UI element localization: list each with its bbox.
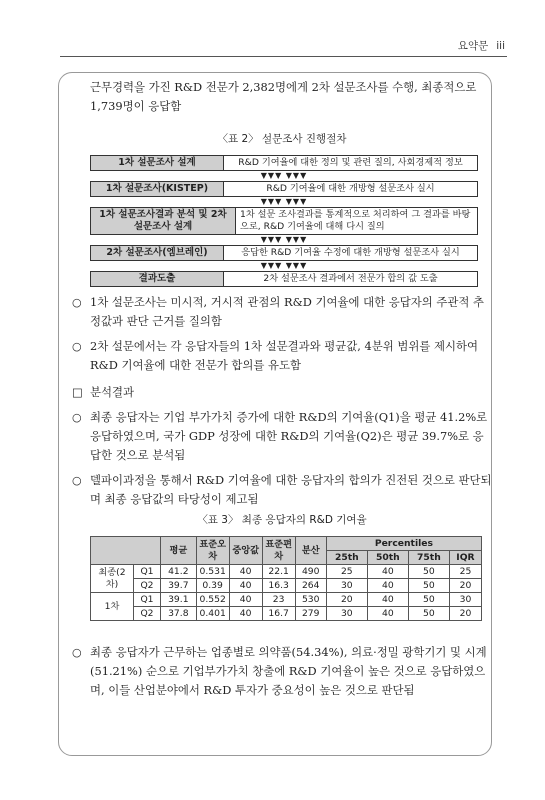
header-rule bbox=[60, 56, 507, 57]
intro-paragraph: 근무경력을 가진 R&D 전문가 2,382명에게 2차 설문조사를 수행, 최종적으로 1,739명이 응답함 bbox=[90, 80, 477, 113]
col-se: 표준오차 bbox=[196, 537, 229, 565]
col-p25: 25th bbox=[326, 551, 367, 565]
section-symbol: □ bbox=[72, 385, 83, 399]
cell: 40 bbox=[229, 593, 262, 607]
running-header bbox=[458, 38, 505, 53]
cell: 40 bbox=[367, 593, 408, 607]
cell: 40 bbox=[229, 607, 262, 621]
row-question: Q1 bbox=[134, 593, 161, 607]
process-value: R&D 기여율에 대한 개방형 설문조사 실시 bbox=[266, 183, 435, 194]
cell: 39.7 bbox=[161, 579, 197, 593]
bullet-item bbox=[72, 471, 492, 509]
section-title: 분석결과 bbox=[90, 385, 135, 399]
group-label: 1차 bbox=[91, 593, 134, 621]
process-label: 1차 설문조사(KISTEP) bbox=[91, 182, 224, 196]
process-value: 2차 설문조사 결과에서 전문가 합의 값 도출 bbox=[263, 273, 438, 284]
table3-caption: 〈표 3〉 최종 응답자의 R&D 기여율 bbox=[197, 514, 367, 526]
cell: 16.3 bbox=[262, 579, 295, 593]
col-var: 분산 bbox=[295, 537, 326, 565]
col-p50: 50th bbox=[367, 551, 408, 565]
cell: 20 bbox=[449, 579, 481, 593]
process-row bbox=[90, 207, 478, 235]
cell: 490 bbox=[295, 565, 326, 579]
cell: 41.2 bbox=[161, 565, 197, 579]
bullet-item bbox=[72, 643, 492, 700]
cell: 40 bbox=[367, 579, 408, 593]
cell: 30 bbox=[449, 593, 481, 607]
cell: 264 bbox=[295, 579, 326, 593]
process-arrow: ▼▼▼ ▼▼▼ bbox=[260, 197, 308, 206]
header-title: 요약문 bbox=[457, 40, 489, 52]
page-number: iii bbox=[496, 40, 505, 52]
cell: 279 bbox=[295, 607, 326, 621]
bullet-text: 최종 응답자는 기업 부가가치 증가에 대한 R&D의 기여율(Q1)을 평균 41.2%로 응답하였으며, 국가 GDP 성장에 대한 R&D의 기여율(Q2)은 평균 39.7%로 응답한 것으로 분석됨 bbox=[90, 410, 488, 462]
col-p75: 75th bbox=[408, 551, 449, 565]
bullet-symbol: ○ bbox=[72, 474, 82, 487]
table-row bbox=[91, 593, 482, 607]
process-row bbox=[90, 155, 478, 171]
cell: 0.552 bbox=[196, 593, 229, 607]
cell: 37.8 bbox=[161, 607, 197, 621]
table-row bbox=[91, 565, 482, 579]
results-table bbox=[90, 536, 482, 621]
bullet-text: 1차 설문조사는 미시적, 거시적 관점의 R&D 기여율에 대한 응답자의 주관적 추정값과 판단 근거를 질의함 bbox=[90, 295, 485, 328]
row-question: Q2 bbox=[134, 579, 161, 593]
section-heading bbox=[72, 383, 492, 402]
cell: 20 bbox=[326, 593, 367, 607]
cell: 16.7 bbox=[262, 607, 295, 621]
process-row bbox=[90, 181, 478, 197]
cell: 25 bbox=[326, 565, 367, 579]
bullet-item bbox=[72, 337, 492, 375]
col-iqr: IQR bbox=[449, 551, 481, 565]
process-label: 결과도출 bbox=[91, 272, 224, 286]
cell: 25 bbox=[449, 565, 481, 579]
table2-caption: 〈표 2〉 설문조사 진행절차 bbox=[217, 133, 347, 145]
process-table bbox=[90, 155, 478, 287]
bullet-symbol: ○ bbox=[72, 646, 82, 659]
cell: 50 bbox=[408, 565, 449, 579]
cell: 0.401 bbox=[196, 607, 229, 621]
process-row bbox=[90, 245, 478, 261]
cell: 0.531 bbox=[196, 565, 229, 579]
cell: 40 bbox=[367, 565, 408, 579]
col-median: 중앙값 bbox=[229, 537, 262, 565]
process-value: R&D 기여율에 대한 정의 및 관련 질의, 사회경제적 정보 bbox=[238, 157, 463, 168]
col-mean: 평균 bbox=[161, 537, 197, 565]
col-percentiles: Percentiles bbox=[326, 537, 481, 551]
process-value: 1차 설문 조사결과를 통계적으로 처리하여 그 결과를 바탕으로, R&D 기여율에 대해 다시 질의 bbox=[240, 209, 471, 232]
process-arrow: ▼▼▼ ▼▼▼ bbox=[260, 261, 308, 270]
row-question: Q1 bbox=[134, 565, 161, 579]
cell: 50 bbox=[408, 593, 449, 607]
bullet-text: 델파이과정을 통해서 R&D 기여율에 대한 응답자의 합의가 진전된 것으로 판단되며 최종 응답값의 타당성이 제고됨 bbox=[90, 473, 492, 506]
table-row bbox=[91, 607, 482, 621]
bullet-item bbox=[72, 408, 492, 465]
cell: 39.1 bbox=[161, 593, 197, 607]
cell: 22.1 bbox=[262, 565, 295, 579]
table-row bbox=[91, 579, 482, 593]
cell: 30 bbox=[326, 579, 367, 593]
table-corner bbox=[91, 537, 161, 565]
bullet-item bbox=[72, 293, 492, 331]
cell: 40 bbox=[367, 607, 408, 621]
process-label: 1차 설문조사 설계 bbox=[91, 156, 224, 170]
cell: 50 bbox=[408, 607, 449, 621]
cell: 23 bbox=[262, 593, 295, 607]
cell: 30 bbox=[326, 607, 367, 621]
cell: 0.39 bbox=[196, 579, 229, 593]
process-row bbox=[90, 271, 478, 287]
cell: 530 bbox=[295, 593, 326, 607]
process-arrow: ▼▼▼ ▼▼▼ bbox=[260, 235, 308, 244]
cell: 40 bbox=[229, 565, 262, 579]
summary-content bbox=[72, 78, 492, 700]
bullet-text: 최종 응답자가 근무하는 업종별로 의약품(54.34%), 의료·정밀 광학기기 및 시계(51.21%) 순으로 기업부가가치 창출에 R&D 기여율이 높은 것으로 응답하였으며, 이들 산업분야에서 R&D 투자가 중요성이 높은 것으로 판단됨 bbox=[90, 645, 487, 697]
group-label: 최종(2차) bbox=[91, 565, 134, 593]
bullet-symbol: ○ bbox=[72, 296, 82, 309]
cell: 20 bbox=[449, 607, 481, 621]
cell: 50 bbox=[408, 579, 449, 593]
bullet-text: 2차 설문에서는 각 응답자들의 1차 설문결과와 평균값, 4분위 범위를 제시하여 R&D 기여율에 대한 전문가 합의를 유도함 bbox=[90, 339, 479, 372]
row-question: Q2 bbox=[134, 607, 161, 621]
cell: 40 bbox=[229, 579, 262, 593]
bullet-symbol: ○ bbox=[72, 411, 82, 424]
process-label: 1차 설문조사결과 분석 및 2차 설문조사 설계 bbox=[91, 208, 236, 234]
process-label: 2차 설문조사(엠브레인) bbox=[91, 246, 224, 260]
bullet-symbol: ○ bbox=[72, 340, 82, 353]
col-sd: 표준편차 bbox=[262, 537, 295, 565]
process-arrow: ▼▼▼ ▼▼▼ bbox=[260, 171, 308, 180]
process-value: 응답한 R&D 기여율 수정에 대한 개방형 설문조사 실시 bbox=[241, 247, 460, 258]
